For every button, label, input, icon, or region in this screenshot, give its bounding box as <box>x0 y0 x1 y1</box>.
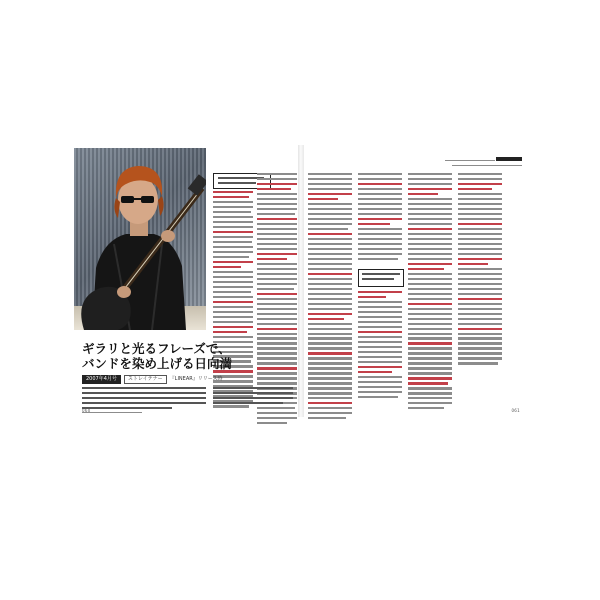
running-header <box>445 157 522 168</box>
release-item: 『LINEAR』リリース時 <box>169 376 223 382</box>
right-page-text-col-4 <box>458 173 502 367</box>
right-page-text-col-3 <box>408 173 452 412</box>
headline-line-2: バンドを染め上げる日向満 <box>82 356 233 371</box>
release-info <box>82 375 287 384</box>
right-page-text-col-1 <box>308 173 352 422</box>
headline-line-1: ギラリと光るフレーズで、 <box>82 341 231 356</box>
right-page <box>304 145 526 417</box>
page-number-left: 060 <box>82 408 91 413</box>
right-page-text-col-2 <box>358 173 402 263</box>
bassist-photo <box>74 148 206 330</box>
issue-date: 2007年4月号 <box>82 375 121 384</box>
bassist-figure <box>74 148 206 330</box>
magazine-spread <box>74 145 526 417</box>
left-page <box>74 145 298 417</box>
right-page-text-col-2b <box>358 291 402 401</box>
intro-text-right <box>213 387 293 407</box>
band-tag: ストレイテナー <box>124 375 167 384</box>
article-headline <box>82 341 282 371</box>
question-box-right <box>358 269 404 287</box>
page-number-right: 061 <box>511 408 520 413</box>
